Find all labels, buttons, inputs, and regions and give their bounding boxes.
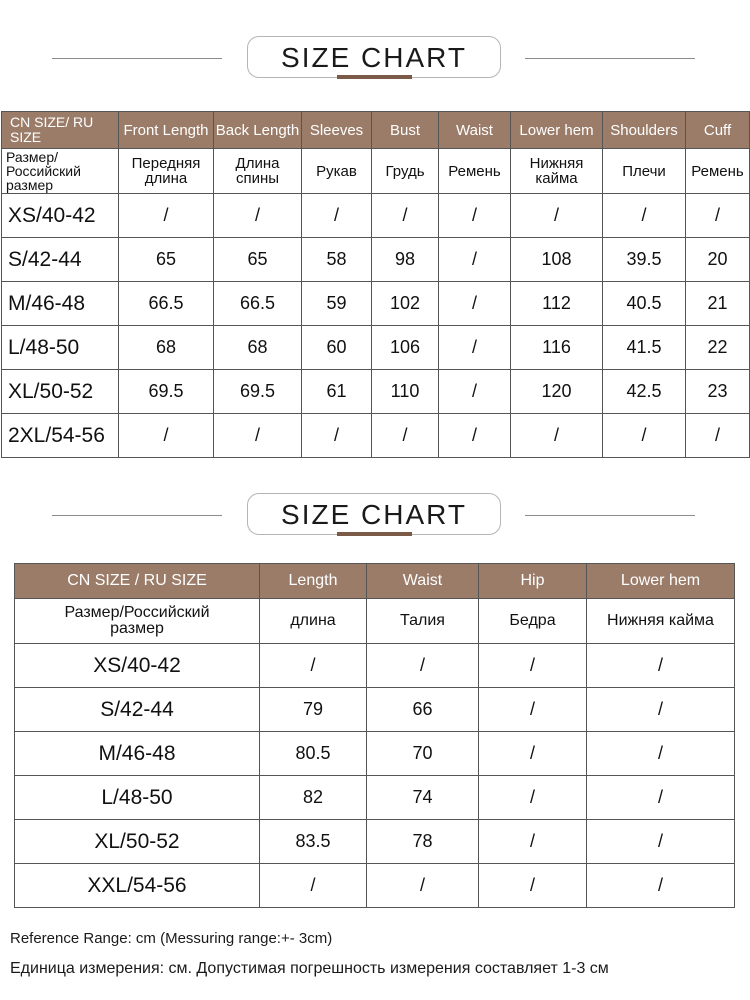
table-row xyxy=(15,820,735,864)
value-cell: 20 xyxy=(686,238,750,282)
table-row xyxy=(15,732,735,776)
value-cell: 78 xyxy=(367,820,479,864)
value-cell: 22 xyxy=(686,326,750,370)
title-underline xyxy=(337,532,412,536)
size-cell: S/42-44 xyxy=(15,688,260,732)
russian-header: Размер/ Российский размер xyxy=(2,149,119,194)
value-cell: 83.5 xyxy=(260,820,367,864)
value-cell: 70 xyxy=(367,732,479,776)
value-cell: 58 xyxy=(302,238,372,282)
table-row xyxy=(2,326,750,370)
value-cell: 23 xyxy=(686,370,750,414)
size-chart-2-header xyxy=(0,493,750,543)
russian-header: Талия xyxy=(367,599,479,644)
table-row xyxy=(2,282,750,326)
value-cell: / xyxy=(439,326,511,370)
value-cell: / xyxy=(587,644,735,688)
russian-header: Длина спины xyxy=(214,149,302,194)
value-cell: 21 xyxy=(686,282,750,326)
value-cell: / xyxy=(260,864,367,908)
column-header: Cuff xyxy=(686,112,750,149)
value-cell: / xyxy=(479,820,587,864)
value-cell: / xyxy=(214,414,302,458)
column-header: Lower hem xyxy=(511,112,603,149)
value-cell: 68 xyxy=(214,326,302,370)
value-cell: / xyxy=(367,864,479,908)
value-cell: 112 xyxy=(511,282,603,326)
size-cell: XS/40-42 xyxy=(15,644,260,688)
value-cell: 66.5 xyxy=(214,282,302,326)
value-cell: 60 xyxy=(302,326,372,370)
divider-line xyxy=(52,58,222,59)
top-size-table xyxy=(1,111,750,458)
value-cell: / xyxy=(260,644,367,688)
column-header: Bust xyxy=(372,112,439,149)
russian-header: Грудь xyxy=(372,149,439,194)
table-row xyxy=(15,688,735,732)
value-cell: / xyxy=(587,688,735,732)
value-cell: / xyxy=(439,238,511,282)
title-box xyxy=(247,493,501,535)
value-cell: 80.5 xyxy=(260,732,367,776)
column-header: Back Length xyxy=(214,112,302,149)
value-cell: / xyxy=(214,194,302,238)
title-underline xyxy=(337,75,412,79)
russian-header: Передняя длина xyxy=(119,149,214,194)
russian-header: Плечи xyxy=(603,149,686,194)
value-cell: 40.5 xyxy=(603,282,686,326)
header-row xyxy=(15,564,735,599)
value-cell: 42.5 xyxy=(603,370,686,414)
size-cell: 2XL/54-56 xyxy=(2,414,119,458)
value-cell: 66 xyxy=(367,688,479,732)
value-cell: / xyxy=(603,414,686,458)
value-cell: 79 xyxy=(260,688,367,732)
value-cell: / xyxy=(479,864,587,908)
value-cell: 106 xyxy=(372,326,439,370)
value-cell: 65 xyxy=(214,238,302,282)
value-cell: / xyxy=(119,194,214,238)
divider-line xyxy=(52,515,222,516)
value-cell: / xyxy=(479,644,587,688)
size-cell: L/48-50 xyxy=(15,776,260,820)
value-cell: 102 xyxy=(372,282,439,326)
value-cell: 41.5 xyxy=(603,326,686,370)
chart-title: SIZE CHART xyxy=(281,499,467,530)
size-chart-1-header xyxy=(0,36,750,86)
size-cell: XL/50-52 xyxy=(15,820,260,864)
russian-header-row xyxy=(2,149,750,194)
divider-line xyxy=(525,515,695,516)
table-row xyxy=(15,644,735,688)
value-cell: 61 xyxy=(302,370,372,414)
value-cell: 82 xyxy=(260,776,367,820)
russian-header: Ремень xyxy=(686,149,750,194)
column-header: CN SIZE/ RU SIZE xyxy=(2,112,119,149)
size-cell: L/48-50 xyxy=(2,326,119,370)
divider-line xyxy=(525,58,695,59)
size-cell: XXL/54-56 xyxy=(15,864,260,908)
value-cell: 65 xyxy=(119,238,214,282)
value-cell: / xyxy=(686,414,750,458)
value-cell: / xyxy=(439,370,511,414)
column-header: Length xyxy=(260,564,367,599)
size-cell: M/46-48 xyxy=(2,282,119,326)
size-cell: XL/50-52 xyxy=(2,370,119,414)
russian-header: Рукав xyxy=(302,149,372,194)
measurement-note-russian: Единица измерения: см. Допустимая погрешность измерения составляет 1-3 см xyxy=(10,960,609,977)
value-cell: / xyxy=(479,732,587,776)
value-cell: / xyxy=(439,282,511,326)
title-box xyxy=(247,36,501,78)
value-cell: / xyxy=(479,776,587,820)
value-cell: / xyxy=(587,732,735,776)
value-cell: / xyxy=(587,864,735,908)
value-cell: 116 xyxy=(511,326,603,370)
value-cell: / xyxy=(372,194,439,238)
value-cell: / xyxy=(367,644,479,688)
value-cell: 74 xyxy=(367,776,479,820)
table-row xyxy=(2,194,750,238)
value-cell: / xyxy=(372,414,439,458)
value-cell: / xyxy=(119,414,214,458)
chart-title: SIZE CHART xyxy=(281,42,467,73)
size-cell: S/42-44 xyxy=(2,238,119,282)
russian-header: Ремень xyxy=(439,149,511,194)
value-cell: / xyxy=(302,414,372,458)
value-cell: 108 xyxy=(511,238,603,282)
value-cell: 66.5 xyxy=(119,282,214,326)
reference-range-note: Reference Range: cm (Messuring range:+- 3cm) xyxy=(10,930,333,947)
column-header: CN SIZE / RU SIZE xyxy=(15,564,260,599)
value-cell: / xyxy=(603,194,686,238)
russian-header: длина xyxy=(260,599,367,644)
header-row xyxy=(2,112,750,149)
size-cell: M/46-48 xyxy=(15,732,260,776)
value-cell: / xyxy=(511,414,603,458)
column-header: Front Length xyxy=(119,112,214,149)
russian-header: Бедра xyxy=(479,599,587,644)
russian-header: Размер/Российский размер xyxy=(15,599,260,644)
value-cell: / xyxy=(511,194,603,238)
table-row xyxy=(2,370,750,414)
column-header: Waist xyxy=(439,112,511,149)
value-cell: / xyxy=(439,414,511,458)
value-cell: 110 xyxy=(372,370,439,414)
value-cell: / xyxy=(479,688,587,732)
table-row xyxy=(2,238,750,282)
value-cell: 39.5 xyxy=(603,238,686,282)
value-cell: 68 xyxy=(119,326,214,370)
table-row xyxy=(15,776,735,820)
table-row xyxy=(2,414,750,458)
russian-header: Нижняя кайма xyxy=(587,599,735,644)
russian-header-row xyxy=(15,599,735,644)
value-cell: / xyxy=(439,194,511,238)
value-cell: / xyxy=(587,820,735,864)
column-header: Sleeves xyxy=(302,112,372,149)
column-header: Lower hem xyxy=(587,564,735,599)
bottom-size-table xyxy=(14,563,735,908)
size-cell: XS/40-42 xyxy=(2,194,119,238)
value-cell: 120 xyxy=(511,370,603,414)
russian-header: Нижняя кайма xyxy=(511,149,603,194)
value-cell: 69.5 xyxy=(214,370,302,414)
column-header: Shoulders xyxy=(603,112,686,149)
value-cell: 59 xyxy=(302,282,372,326)
value-cell: / xyxy=(302,194,372,238)
value-cell: / xyxy=(686,194,750,238)
table-row xyxy=(15,864,735,908)
value-cell: / xyxy=(587,776,735,820)
value-cell: 98 xyxy=(372,238,439,282)
value-cell: 69.5 xyxy=(119,370,214,414)
column-header: Hip xyxy=(479,564,587,599)
column-header: Waist xyxy=(367,564,479,599)
